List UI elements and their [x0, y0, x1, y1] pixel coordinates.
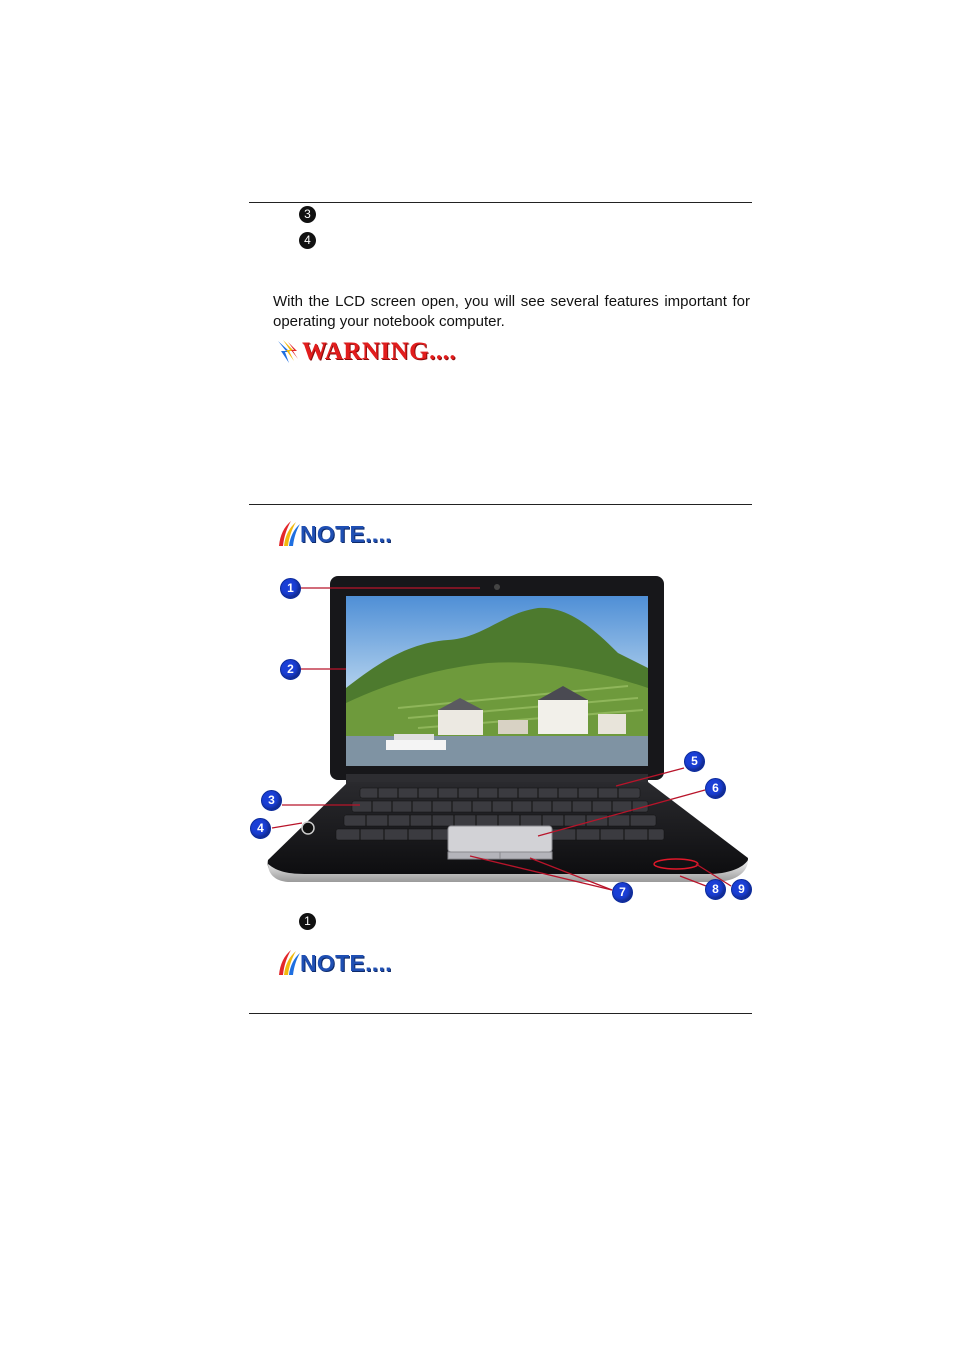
note-pen-icon [275, 519, 301, 547]
warning-lightning-icon [275, 339, 301, 365]
note-pen-icon [275, 948, 301, 976]
callout-1: 1 [280, 578, 301, 599]
notebook-diagram [248, 568, 754, 908]
bottom-divider [249, 1013, 752, 1014]
top-divider [249, 202, 752, 203]
list-number-badge: 1 [299, 913, 316, 930]
callout-7: 7 [612, 882, 633, 903]
callout-8: 8 [705, 879, 726, 900]
section-divider [249, 504, 752, 505]
callout-2: 2 [280, 659, 301, 680]
callout-4: 4 [250, 818, 271, 839]
note-title: NOTE.... [300, 950, 392, 976]
callout-5: 5 [684, 751, 705, 772]
callout-9: 9 [731, 879, 752, 900]
list-number-badge: 3 [299, 206, 316, 223]
callout-3: 3 [261, 790, 282, 811]
intro-paragraph: With the LCD screen open, you will see several features important for operating your notebook computer. [273, 293, 750, 330]
note-title: NOTE.... [300, 521, 392, 547]
callout-6: 6 [705, 778, 726, 799]
list-number-badge: 4 [299, 232, 316, 249]
warning-title: WARNING.... [302, 338, 457, 365]
